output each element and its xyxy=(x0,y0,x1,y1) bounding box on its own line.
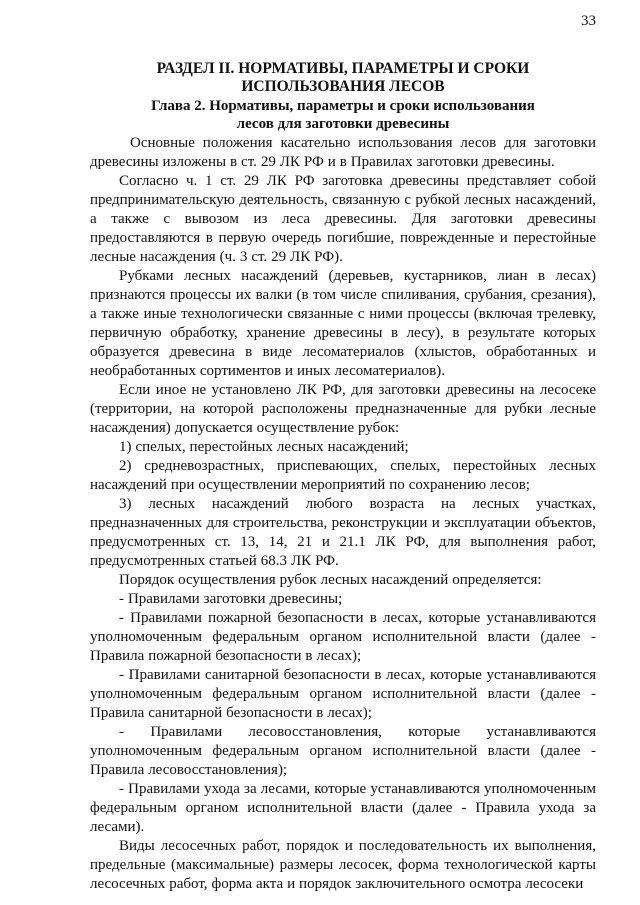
list-item: - Правилами заготовки древесины; xyxy=(119,591,343,607)
section-title-line: РАЗДЕЛ II. НОРМАТИВЫ, ПАРАМЕТРЫ И СРОКИ xyxy=(156,60,530,77)
list-item: 3) лесных насаждений любого возраста на лесных участках, предназначенных для строительства, реконструкции и эксплуатации объектов, предусмотренных ст. 13, 14, 21 и 21.1 ЛК РФ, для выполнения работ, предусмотренных статьей 68.3 ЛК РФ. xyxy=(90,496,596,569)
section-title-line: ИСПОЛЬЗОВАНИЯ ЛЕСОВ xyxy=(241,78,445,95)
paragraph: Согласно ч. 1 ст. 29 ЛК РФ заготовка древесины представляет собой предпринимательскую деятельность, связанную с рубкой лесных насаждений, а также с вывозом из леса древесины. Для заготовки древесины предоставляются в первую очередь погибшие, поврежденные и перестойные лесные насаждения (ч. 3 ст. 29 ЛК РФ). xyxy=(90,173,596,265)
list-item: - Правилами пожарной безопасности в лесах, которые устанавливаются уполномоченным федеральным органом исполнительной власти (далее - Правила пожарной безопасности в лесах); xyxy=(90,610,596,664)
paragraph: Порядок осуществления рубок лесных насаждений определяется: xyxy=(119,572,542,588)
list-item: 1) спелых, перестойных лесных насаждений; xyxy=(119,439,409,455)
paragraph: Рубками лесных насаждений (деревьев, кустарников, лиан в лесах) признаются процессы их валки (в том числе спиливания, срубания, срезания), а также иные технологически связанные с ними процессы (включая трелевку, первичную обработку, хранение древесины в лесу), в результате которых образуется древесина в виде лесоматериалов (хлыстов, обработанных и необработанных сортиментов и иных лесоматериалов). xyxy=(90,268,596,379)
paragraph: Если иное не установлено ЛК РФ, для заготовки древесины на лесосеке (территории, на которой расположены предназначенные для рубки лесные насаждения) допускается осуществление рубок: xyxy=(90,382,596,436)
chapter-title-line: лесов для заготовки древесины xyxy=(236,116,450,132)
section-title xyxy=(90,60,596,96)
chapter-title-line: Глава 2. Нормативы, параметры и сроки использования xyxy=(151,98,535,114)
list-item: - Правилами санитарной безопасности в лесах, которые устанавливаются уполномоченным федеральным органом исполнительной власти (далее - Правила санитарной безопасности в лесах); xyxy=(90,667,596,721)
page-content xyxy=(90,60,596,894)
paragraph: Виды лесосечных работ, порядок и последовательность их выполнения, предельные (максимальные) размеры лесосек, форма технологической карты лесосечных работ, форма акта и порядок заключительного осмотра лесосеки xyxy=(90,838,596,892)
paragraph: Основные положения касательно использования лесов для заготовки древесины изложены в ст. 29 ЛК РФ и в Правилах заготовки древесины. xyxy=(90,135,596,170)
page-number: 33 xyxy=(581,13,596,29)
list-item: 2) средневозрастных, приспевающих, спелых, перестойных лесных насаждений при осуществлении мероприятий по сохранению лесов; xyxy=(90,458,596,493)
list-item: - Правилами лесовосстановления, которые устанавливаются уполномоченным федеральным органом исполнительной власти (далее - Правила лесовосстановления); xyxy=(90,724,596,778)
list-item: - Правилами ухода за лесами, которые устанавливаются уполномоченным федеральным органом исполнительной власти (далее - Правила ухода за лесами). xyxy=(90,781,596,835)
body-text xyxy=(90,134,596,894)
chapter-title xyxy=(90,97,596,133)
